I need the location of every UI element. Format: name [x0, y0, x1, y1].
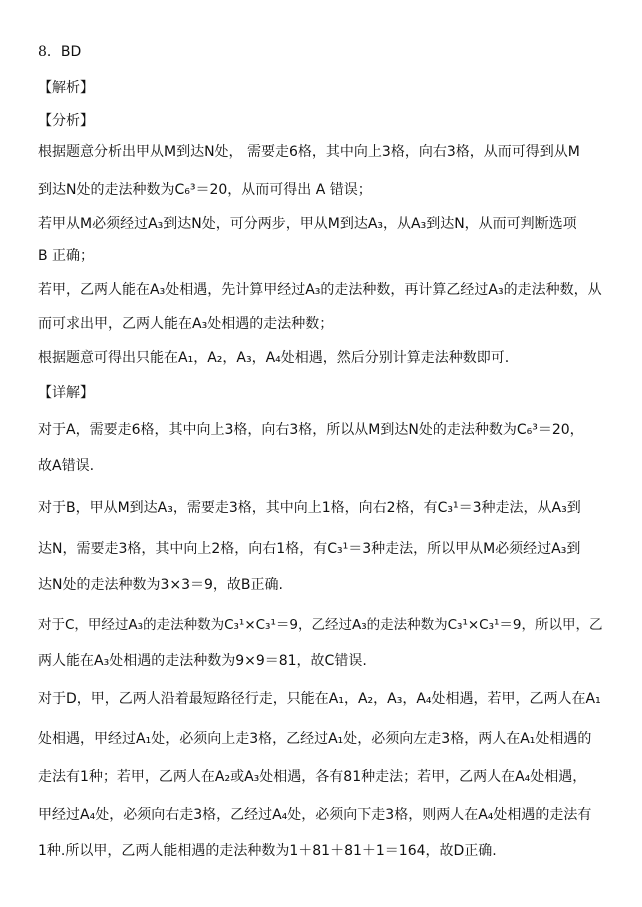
detail-line: 甲经过A₄处，必须向右走3格，乙经过A₄处，必须向下走3格，则两人在A₄处相遇的走法有: [38, 807, 592, 823]
detail-line: 对于B，甲从M到达A₃，需要走3格，其中向上1格，向右2格，有C₃¹＝3种走法，从A₃到: [38, 500, 581, 516]
section-jiexi: 【解析】: [38, 80, 94, 96]
analysis-line: 根据题意可得出只能在A₁，A₂，A₃，A₄处相遇，然后分别计算走法种数即可.: [38, 350, 510, 366]
answer-number: 8．: [38, 44, 61, 60]
answer-text: BD: [60, 44, 82, 60]
detail-line: 1种.所以甲，乙两人能相遇的走法种数为1＋81＋81＋1＝164，故D正确.: [38, 843, 497, 859]
analysis-line: 若甲从M必须经过A₃到达N处，可分两步，甲从M到达A₃，从A₃到达N，从而可判断选项: [38, 216, 577, 232]
detail-line: 对于A，需要走6格，其中向上3格，向右3格，所以从M到达N处的走法种数为C₆³＝20，: [38, 422, 584, 438]
detail-line: 故A错误.: [38, 458, 95, 474]
section-fenxi: 【分析】: [38, 113, 94, 129]
detail-line: 达N，需要走3格，其中向上2格，向右1格，有C₃¹＝3种走法，所以甲从M必须经过A₃到: [38, 541, 581, 557]
detail-line: 走法有1种；若甲，乙两人在A₂或A₃处相遇，各有81种走法；若甲，乙两人在A₄处相遇，: [38, 769, 587, 785]
answer-line: [38, 42, 610, 62]
detail-line: 处相遇，甲经过A₁处，必须向上走3格，乙经过A₁处，必须向左走3格，两人在A₁处相遇的: [38, 731, 592, 747]
section-xiangjie: 【详解】: [38, 385, 94, 401]
analysis-line: 根据题意分析出甲从M到达N处， 需要走6格，其中向上3格，向右3格，从而可得到从M: [38, 144, 580, 160]
detail-line: 两人能在A₃处相遇的走法种数为9×9＝81，故C错误.: [38, 653, 367, 669]
detail-line: 达N处的走法种数为3×3＝9，故B正确.: [38, 577, 283, 593]
analysis-line: 到达N处的走法种数为C₆³＝20，从而可得出 A 错误；: [38, 182, 372, 198]
detail-line: 对于C，甲经过A₃的走法种数为C₃¹×C₃¹＝9，乙经过A₃的走法种数为C₃¹×C₃¹＝9，所以甲，乙: [38, 617, 603, 633]
analysis-line: 若甲，乙两人能在A₃处相遇，先计算甲经过A₃的走法种数，再计算乙经过A₃的走法种数，从: [38, 282, 602, 298]
detail-line: 对于D，甲，乙两人沿着最短路径行走，只能在A₁，A₂，A₃，A₄处相遇，若甲，乙两人在A₁: [38, 691, 601, 707]
analysis-line: B 正确；: [38, 248, 95, 264]
analysis-line: 而可求出甲，乙两人能在A₃处相遇的走法种数；: [38, 316, 334, 332]
